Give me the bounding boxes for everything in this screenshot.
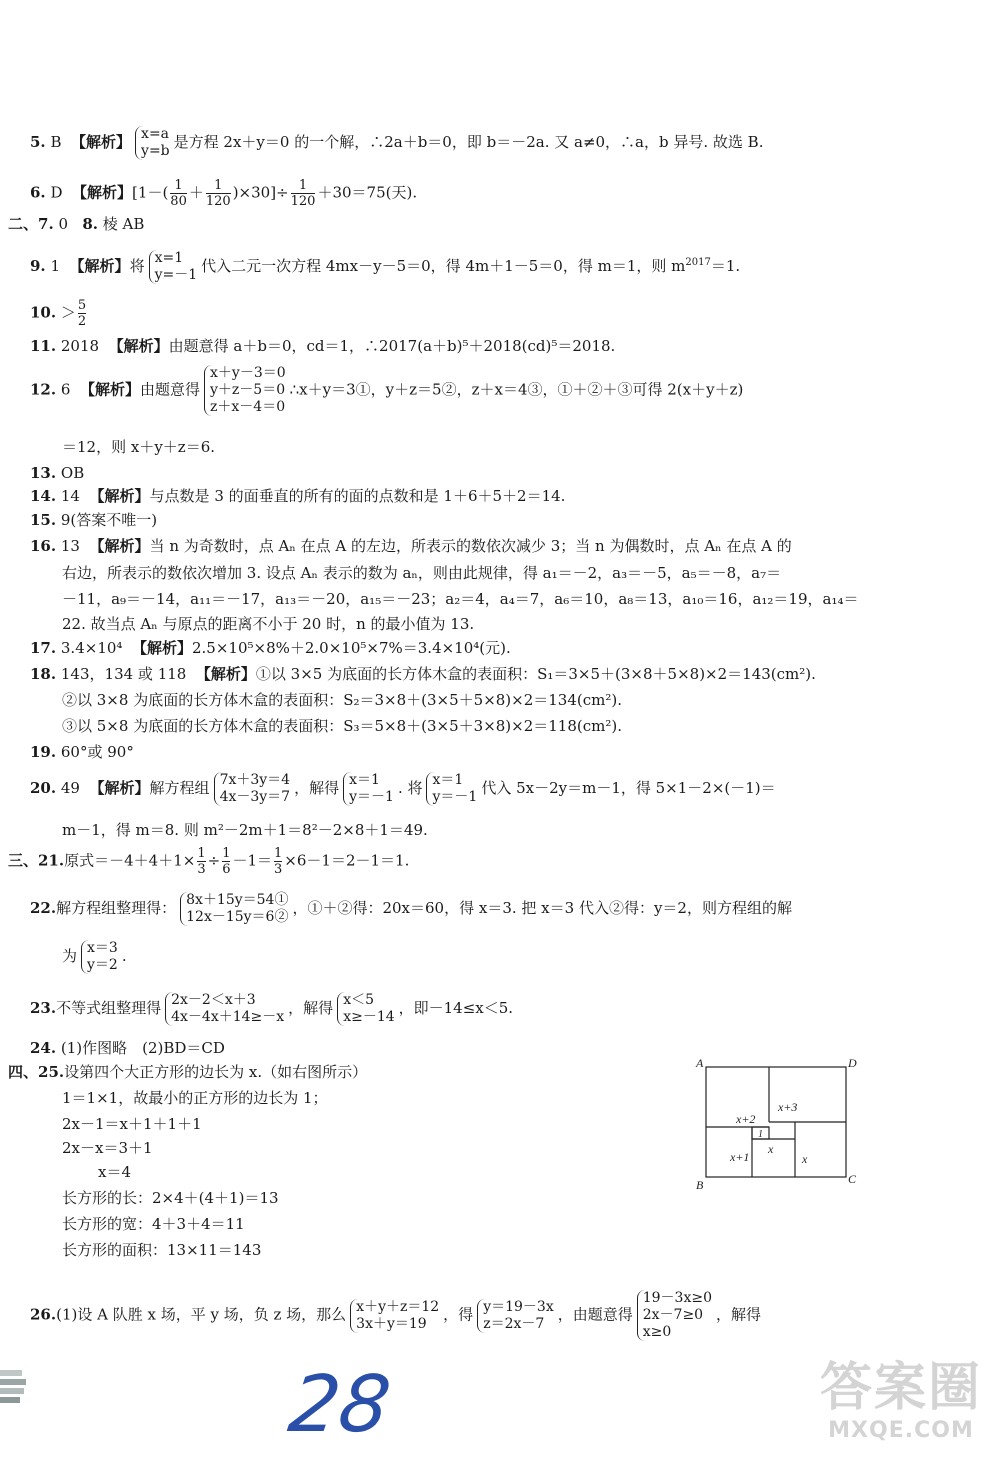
fraction: $\frac{5}{2}$ [77,298,87,329]
equation-system: x＝3 y＝2 [81,940,118,974]
side-label: x+1 [730,1150,750,1164]
question-5: 5. B 【解析】 x=a y=b 是方程 2x＋y＝0 的一个解，∴2a＋b＝0，即 b＝－2a. 又 a≠0，∴a，b 异号. 故选 B. [30,126,764,159]
fraction: $\frac{1}{120}$ [205,178,231,209]
question-12: 12. 6 【解析】由题意得x＋y－3＝0 y＋z－5＝0 z＋x－4＝0∴x＋y＝3①，y＋z＝5②，z＋x＝4③，①＋②＋③可得 2(x＋y＋z) [30,365,744,415]
watermark-logo: 答案圈 MXQE.COM [820,1358,983,1443]
equation-system: y＝19－3x z＝2x－7 [477,1299,554,1333]
fraction: $\frac{1}{6}$ [222,846,231,877]
question-24: 24. (1)作图略 (2)BD＝CD [30,1039,225,1057]
question-22: 22.解方程组整理得： 8x＋15y＝54① 12x－15y＝6② ，①＋②得：20x＝60，得 x＝3. 把 x＝3 代入②得：y＝2，则方程组的解 [30,892,792,925]
page-edge-decoration [0,1365,28,1425]
q25-step: 长方形的长：2×4＋(4＋1)＝13 [62,1189,279,1207]
question-20: 20. 49 【解析】解方程组 7x＋3y＝4 4x－3y＝7 ，解得 x＝1 y＝－1 . 将 x＝1 y＝－1 代入 5x－2y＝m－1，得 5×1－2×(－1)＝ [30,772,776,805]
question-26: 26.(1)设 A 队胜 x 场，平 y 场，负 z 场，那么 x＋y＋z＝12 3x＋y＝19 ，得 y＝19－3x z＝2x－7 ，由题意得19－3x≥0 2x－7≥0 x≥0，解得 [30,1290,762,1340]
corner-label-c: C [848,1172,857,1186]
question-25: 四、25.设第四个大正方形的边长为 x.（如右图所示） [8,1063,368,1081]
fraction: $\frac{1}{120}$ [290,178,316,209]
question-10: 10. ＞ $\frac{5}{2}$ [30,298,87,329]
inequality-system: 19－3x≥0 2x－7≥0 x≥0 [637,1290,712,1341]
q25-step: 2x－1＝x＋1＋1＋1 [62,1115,202,1133]
equation-system: 7x＋3y＝4 4x－3y＝7 [214,772,291,806]
question-21: 三、21.原式$=-4+4+1\times \frac{1}{3}$ ÷ $\frac{1}{6}$ $-1= \frac{1}{3}$ ×6－1＝2－1＝1. [8,846,410,877]
question-16: 16. 13 【解析】当 n 为奇数时，点 Aₙ 在点 A 的左边，所表示的数依次减少 3；当 n 为偶数时，点 Aₙ 在点 A 的 [30,537,792,555]
equation-system: 2x－2＜x＋3 4x－4x＋14≥－x [165,992,284,1026]
equation-system: 8x＋15y＝54① 12x－15y＝6② [180,892,288,926]
corner-label-b: B [696,1178,704,1190]
equation-system: x＜5 x≥－14 [337,992,394,1026]
q25-step: 2x－x＝3＋1 [62,1139,153,1157]
question-18-line2: ②以 3×8 为底面的长方体木盒的表面积：S₂＝3×8＋(3×5＋5×8)×2＝134(cm²). [62,691,623,709]
fraction: $\frac{1}{3}$ [197,846,206,877]
question-22-cont: 为 x＝3 y＝2 . [62,940,127,973]
question-15: 15. 9(答案不唯一) [30,511,158,529]
squares-rectangle-diagram [692,1055,862,1190]
question-9: 9. 1 【解析】将 x=1 y=－1 代入二元一次方程 4mx－y－5＝0，得 4m＋1－5＝0，得 m＝1，则 $m^{2017}=1$. [30,250,741,283]
q25-step: x＝4 [98,1163,132,1181]
equation-system: x＝1 y＝－1 [426,772,477,806]
corner-label-d: D [848,1056,857,1070]
side-label: x [768,1142,774,1156]
question-19: 19. 60°或 90° [30,743,134,761]
equation-system: x＝1 y＝－1 [343,772,394,806]
equation-system: x＋y－3＝0 y＋z－5＝0 z＋x－4＝0 [204,365,286,416]
fraction: $\frac{1}{3}$ [274,846,283,877]
question-6: 6. D 【解析】[$1-( \frac{1}{80}$ ＋ $\frac{1}{120}$ )$\times 30]\div \frac{1}{120}$ ＋30＝75(天). [30,178,418,209]
question-16-line2: 右边，所表示的数依次增加 3. 设点 Aₙ 表示的数为 aₙ，则由此规律，得 a₁＝－2，a₃＝－5，a₅＝－8，a₇＝ [62,564,782,582]
side-label: x [802,1152,808,1166]
side-label: 1 [758,1129,763,1140]
q25-step: 长方形的面积：13×11＝143 [62,1241,262,1259]
question-14: 14. 14 【解析】与点数是 3 的面垂直的所有的面的点数和是 1＋6＋5＋2＝14. [30,487,566,505]
question-17: 17. 3.4×10⁴ 【解析】2.5×10⁵×8%＋2.0×10⁵×7%＝3.4×10⁴(元). [30,639,511,657]
question-7-8: 二、7. 0 8. 棱 AB [8,215,145,233]
q25-step: 长方形的宽：4＋3＋4＝11 [62,1215,245,1233]
question-18-line3: ③以 5×8 为底面的长方体木盒的表面积：S₃＝5×8＋(3×5＋3×8)×2＝118(cm²). [62,717,623,735]
question-20-cont: m－1，得 m＝8. 则 m²－2m＋1＝8²－2×8＋1＝49. [62,821,428,839]
question-13: 13. OB [30,464,85,482]
equation-system: x＋y＋z＝12 3x＋y＝19 [350,1299,439,1333]
question-11: 11. 2018 【解析】由题意得 a＋b＝0，cd＝1，∴2017(a＋b)⁵＋2018(cd)⁵＝2018. [30,337,616,355]
equation-system: x=1 y=－1 [149,250,198,284]
question-16-line3: －11，a₉＝－14，a₁₁＝－17，a₁₃＝－20，a₁₅＝－23；a₂＝4，a₄＝7，a₆＝10，a₈＝13，a₁₀＝16，a₁₂＝19，a₁₄＝ [62,590,859,608]
question-23: 23.不等式组整理得 2x－2＜x＋3 4x－4x＋14≥－x ，解得 x＜5 x≥－14 ，即－14≤x＜5. [30,992,514,1025]
handwritten-page-number: 28 [283,1360,396,1450]
question-12-cont: ＝12，则 x＋y＋z＝6. [62,438,216,456]
q25-step: 1＝1×1，故最小的正方形的边长为 1； [62,1089,328,1107]
side-label: x+3 [778,1100,798,1114]
corner-label-a: A [696,1056,704,1070]
fraction: $\frac{1}{80}$ [170,178,187,209]
question-16-line4: 22. 故当点 Aₙ 与原点的距离不小于 20 时，n 的最小值为 13. [62,615,475,633]
side-label: x+2 [736,1112,756,1126]
question-18: 18. 143，134 或 118 【解析】①以 3×5 为底面的长方体木盒的表面积：S₁＝3×5＋(3×8＋5×8)×2＝143(cm²). [30,665,816,683]
equation-system: x=a y=b [135,126,170,160]
